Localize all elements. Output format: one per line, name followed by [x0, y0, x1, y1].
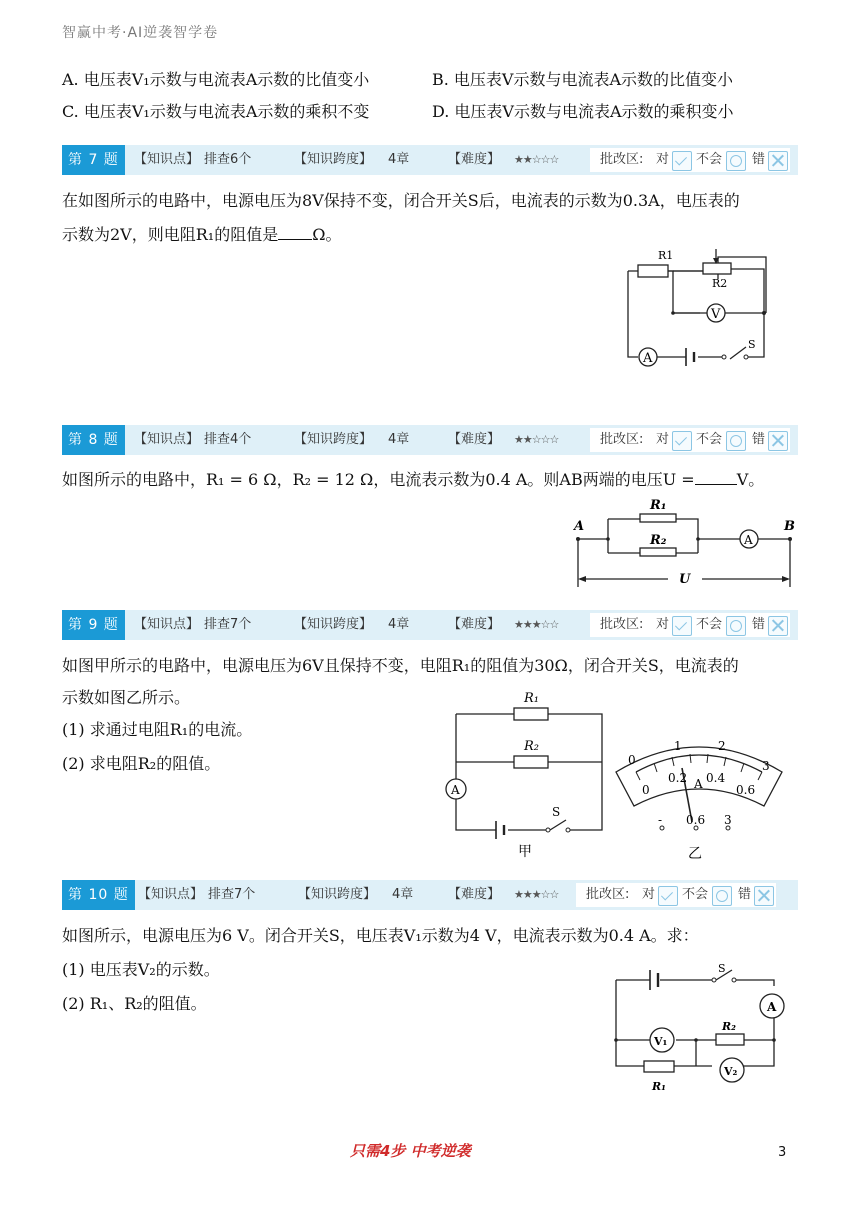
- option-a: A. 电压表V₁示数与电流表A示数的比值变小: [62, 70, 370, 89]
- grade-right-label: 对: [642, 887, 656, 902]
- grade-wrong-checkbox[interactable]: [768, 616, 788, 636]
- q7-text-line1: 在如图所示的电路中，电源电压为8V保持不变，闭合开关S后，电流表的示数为0.3A，电压表的: [62, 191, 740, 210]
- grade-unsure-label: 不会: [696, 152, 723, 167]
- voltmeter-v2-label: V₂: [724, 1065, 738, 1078]
- question-bar-8: [62, 425, 798, 455]
- voltmeter-label: V: [711, 307, 721, 322]
- span-label: 【知识跨度】: [294, 617, 373, 632]
- scale-bot-0: 0: [642, 783, 650, 797]
- grade-unsure-checkbox[interactable]: [712, 886, 732, 906]
- answer-blank[interactable]: [695, 470, 737, 485]
- grade-unsure-checkbox[interactable]: [726, 431, 746, 451]
- label-r1: R₁: [650, 498, 667, 513]
- knowledge-label: 【知识点】: [134, 617, 200, 632]
- difficulty-stars: ★★★☆☆: [514, 618, 559, 631]
- label-r2: R2: [712, 277, 728, 290]
- option-c: C. 电压表V₁示数与电流表A示数的乘积不变: [62, 102, 370, 121]
- question-bar-7: [62, 145, 798, 175]
- grade-wrong-checkbox[interactable]: [768, 431, 788, 451]
- switch-label: S: [718, 962, 726, 975]
- q8-circuit-diagram: [568, 492, 798, 592]
- knowledge-value: 排查7个: [204, 617, 252, 632]
- difficulty-label: 【难度】: [448, 617, 501, 632]
- q9-text-line1: 如图甲所示的电路中，电源电压为6V且保持不变，电阻R₁的阻值为30Ω，闭合开关S，电流表的: [62, 656, 739, 675]
- q7-text-b: Ω。: [312, 225, 342, 244]
- question-number: 第 7 题: [62, 145, 125, 175]
- grade-wrong-label: 错: [752, 432, 766, 447]
- knowledge-label: 【知识点】: [138, 887, 204, 902]
- span-label: 【知识跨度】: [294, 432, 373, 447]
- grade-wrong-label: 错: [738, 887, 752, 902]
- span-value: 4章: [392, 887, 414, 902]
- scale-bot-3: 0.6: [736, 783, 756, 797]
- span-value: 4章: [388, 432, 410, 447]
- q9-sub2: (2) 求电阻R₂的阻值。: [62, 754, 221, 773]
- grading-label: 批改区:: [600, 152, 644, 167]
- label-r2: R₂: [524, 739, 539, 754]
- question-number: 第 10 题: [62, 880, 135, 910]
- knowledge-value: 排查4个: [204, 432, 252, 447]
- label-r1: R₁: [652, 1080, 666, 1093]
- question-number: 第 8 题: [62, 425, 125, 455]
- question-bar-9: [62, 610, 798, 640]
- knowledge-value: 排查7个: [208, 887, 256, 902]
- q10-sub1: (1) 电压表V₂的示数。: [62, 960, 220, 979]
- span-label: 【知识跨度】: [298, 887, 377, 902]
- knowledge-label: 【知识点】: [134, 152, 200, 167]
- q10-text-line1: 如图所示，电源电压为6 V。闭合开关S，电压表V₁示数为4 V，电流表示数为0.4 A。求：: [62, 926, 699, 945]
- scale-top-2: 2: [718, 739, 726, 753]
- grade-unsure-checkbox[interactable]: [726, 616, 746, 636]
- footer-slogan: 只需4步 中考逆袭: [350, 1142, 471, 1160]
- difficulty-label: 【难度】: [448, 887, 501, 902]
- unit-label: A: [694, 777, 703, 791]
- scale-top-3: 3: [762, 759, 770, 773]
- voltage-u-label: U: [679, 572, 691, 587]
- q8-text-line1: [62, 470, 764, 490]
- q8-text-b: V。: [736, 470, 765, 489]
- q9-circuit-jia: [436, 684, 616, 864]
- q7-text-line2: [62, 225, 341, 245]
- q9-text-line2: 示数如图乙所示。: [62, 688, 191, 707]
- q10-sub2: (2) R₁、R₂的阻值。: [62, 994, 207, 1013]
- terminal-06: 0.6: [686, 813, 706, 827]
- grade-wrong-label: 错: [752, 152, 766, 167]
- span-value: 4章: [388, 617, 410, 632]
- terminal-minus: -: [658, 813, 663, 827]
- q9-ammeter-dial: [614, 732, 784, 868]
- q8-text-a: 如图所示的电路中，R₁ = 6 Ω，R₂ = 12 Ω，电流表示数为0.4 A。则AB两端的电压U =: [62, 470, 695, 489]
- switch-label: S: [748, 338, 756, 351]
- page-header: 智赢中考·AI逆袭智学卷: [62, 25, 219, 41]
- difficulty-label: 【难度】: [448, 152, 501, 167]
- grading-label: 批改区:: [586, 887, 630, 902]
- grading-area: [576, 883, 776, 907]
- difficulty-stars: ★★★☆☆: [514, 888, 559, 901]
- label-r2: R₂: [722, 1020, 736, 1033]
- scale-bot-2: 0.4: [706, 771, 726, 785]
- ammeter-label: A: [451, 783, 460, 797]
- q7-circuit-diagram: [618, 245, 778, 380]
- caption-jia: 甲: [518, 844, 532, 860]
- grade-right-label: 对: [656, 152, 670, 167]
- ammeter-label: A: [643, 351, 653, 366]
- option-b: B. 电压表V示数与电流表A示数的比值变小: [432, 70, 734, 89]
- grade-right-label: 对: [656, 617, 670, 632]
- grade-wrong-checkbox[interactable]: [768, 151, 788, 171]
- ammeter-label: A: [767, 1000, 777, 1014]
- terminal-3: 3: [724, 813, 732, 827]
- scale-top-1: 1: [674, 739, 682, 753]
- question-bar-10: [62, 880, 798, 910]
- label-r1: R1: [658, 249, 674, 262]
- scale-top-0: 0: [628, 753, 636, 767]
- label-r2: R₂: [650, 533, 667, 548]
- span-value: 4章: [388, 152, 410, 167]
- grade-unsure-checkbox[interactable]: [726, 151, 746, 171]
- grade-right-checkbox[interactable]: [672, 616, 692, 636]
- grade-right-label: 对: [656, 432, 670, 447]
- terminal-b-label: B: [784, 519, 795, 534]
- grading-area: [590, 613, 790, 637]
- span-label: 【知识跨度】: [294, 152, 373, 167]
- grading-label: 批改区:: [600, 617, 644, 632]
- page-number: 3: [778, 1145, 787, 1160]
- caption-yi: 乙: [688, 846, 702, 862]
- answer-blank[interactable]: [278, 225, 312, 240]
- grade-right-checkbox[interactable]: [658, 886, 678, 906]
- voltmeter-v1-label: V₁: [654, 1035, 668, 1048]
- question-number: 第 9 题: [62, 610, 125, 640]
- difficulty-stars: ★★☆☆☆: [514, 433, 559, 446]
- q7-text-a: 示数为2V，则电阻R₁的阻值是: [62, 225, 279, 244]
- q10-circuit-diagram: [604, 960, 794, 1095]
- option-d: D. 电压表V示数与电流表A示数的乘积变小: [432, 102, 734, 121]
- ammeter-label: A: [744, 533, 753, 547]
- difficulty-stars: ★★☆☆☆: [514, 153, 559, 166]
- grade-unsure-label: 不会: [696, 617, 723, 632]
- switch-label: S: [552, 805, 561, 819]
- grade-unsure-label: 不会: [682, 887, 709, 902]
- knowledge-value: 排查6个: [204, 152, 252, 167]
- label-r1: R₁: [524, 691, 539, 706]
- grade-wrong-label: 错: [752, 617, 766, 632]
- knowledge-label: 【知识点】: [134, 432, 200, 447]
- terminal-a-label: A: [574, 519, 585, 534]
- grade-right-checkbox[interactable]: [672, 431, 692, 451]
- scale-bot-1: 0.2: [668, 771, 688, 785]
- grading-area: [590, 428, 790, 452]
- difficulty-label: 【难度】: [448, 432, 501, 447]
- grading-label: 批改区:: [600, 432, 644, 447]
- grade-wrong-checkbox[interactable]: [754, 886, 774, 906]
- grade-unsure-label: 不会: [696, 432, 723, 447]
- q9-sub1: (1) 求通过电阻R₁的电流。: [62, 720, 253, 739]
- grade-right-checkbox[interactable]: [672, 151, 692, 171]
- grading-area: [590, 148, 790, 172]
